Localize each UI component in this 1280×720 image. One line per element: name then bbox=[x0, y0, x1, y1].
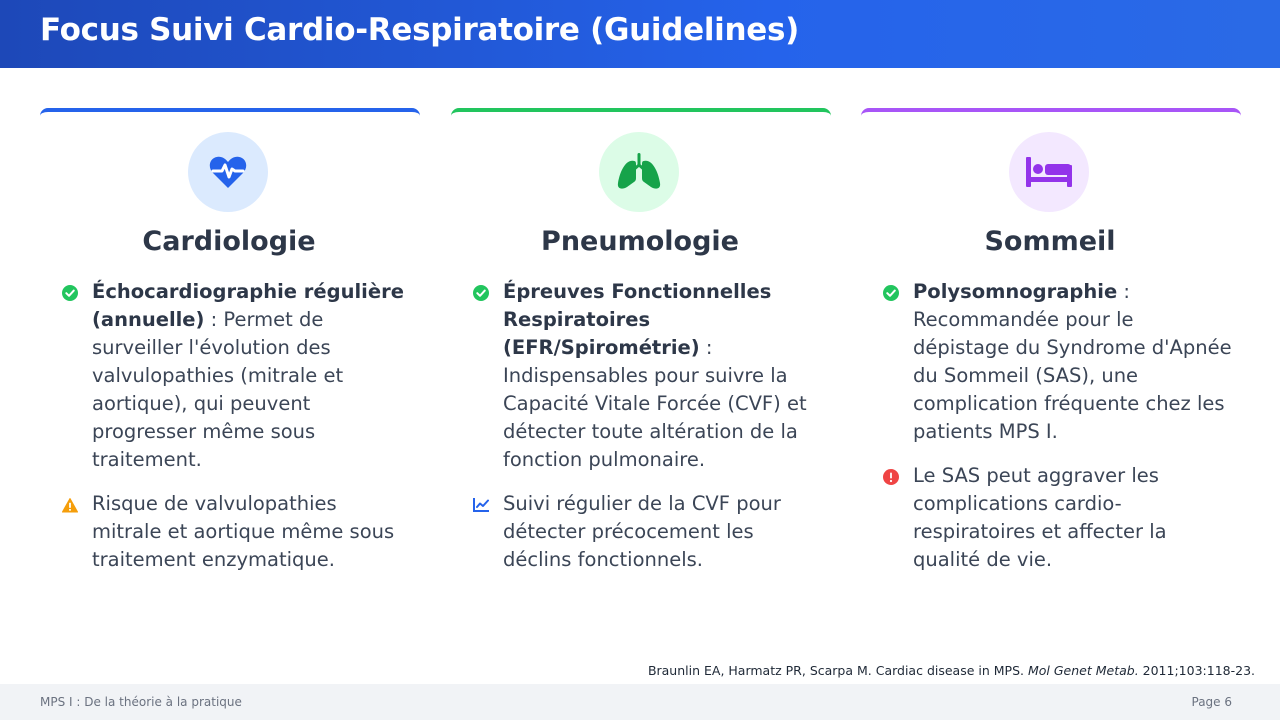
item-text: : Permet de surveiller l'évolution des valvulopathies (mitrale et aortique), qui peuvent progresser même sous traitement. bbox=[92, 308, 344, 471]
list-item bbox=[883, 278, 1233, 446]
card-title: Cardiologie bbox=[142, 226, 316, 257]
card-title: Pneumologie bbox=[541, 226, 739, 257]
lungs-icon bbox=[599, 132, 679, 212]
page-number: Page 6 bbox=[1191, 695, 1232, 709]
item-text: Le SAS peut aggraver les complications cardio-respiratoires et affecter la qualité de vie. bbox=[913, 464, 1167, 571]
citation-authors: Braunlin EA, Harmatz PR, Scarpa M. Cardiac disease in MPS. bbox=[647, 663, 1024, 678]
list-item bbox=[883, 462, 1233, 574]
card-pneumologie bbox=[451, 108, 831, 608]
item-bold: Échocardiographie régulière (annuelle) bbox=[92, 280, 404, 331]
list-item bbox=[62, 278, 412, 474]
bed-icon bbox=[1009, 132, 1089, 212]
card-cardiologie bbox=[40, 108, 420, 608]
check-circle-icon bbox=[473, 285, 489, 301]
citation bbox=[648, 663, 1255, 678]
slide-header bbox=[0, 0, 1280, 68]
slide-title: Focus Suivi Cardio-Respiratoire (Guidelines) bbox=[40, 12, 800, 48]
item-bold: Épreuves Fonctionnelles Respiratoires (EFR/Spirométrie) bbox=[503, 280, 772, 359]
item-bold: Polysomnographie bbox=[913, 280, 1118, 303]
slide-footer bbox=[0, 684, 1280, 720]
check-circle-icon bbox=[62, 285, 78, 301]
item-text: : Indispensables pour suivre la Capacité Vitale Forcée (CVF) et détecter toute altération de la fonction pulmonaire. bbox=[503, 336, 807, 471]
warning-triangle-icon bbox=[62, 497, 78, 513]
list-item bbox=[62, 490, 412, 574]
list-item bbox=[473, 490, 823, 574]
list-item bbox=[473, 278, 823, 474]
citation-journal: Mol Genet Metab. bbox=[1027, 663, 1139, 678]
card-sommeil bbox=[861, 108, 1241, 608]
exclamation-circle-icon bbox=[883, 469, 899, 485]
card-title: Sommeil bbox=[984, 226, 1116, 257]
item-text: Suivi régulier de la CVF pour détecter précocement les déclins fonctionnels. bbox=[503, 492, 781, 571]
line-chart-icon bbox=[473, 497, 489, 513]
citation-rest: 2011;103:118-23. bbox=[1142, 663, 1255, 678]
check-circle-icon bbox=[883, 285, 899, 301]
item-text: : Recommandée pour le dépistage du Syndrome d'Apnée du Sommeil (SAS), une complication fréquente chez les patients MPS I. bbox=[913, 280, 1232, 443]
footer-title: MPS I : De la théorie à la pratique bbox=[40, 695, 242, 709]
item-text: Risque de valvulopathies mitrale et aortique même sous traitement enzymatique. bbox=[92, 492, 395, 571]
heart-pulse-icon bbox=[188, 132, 268, 212]
